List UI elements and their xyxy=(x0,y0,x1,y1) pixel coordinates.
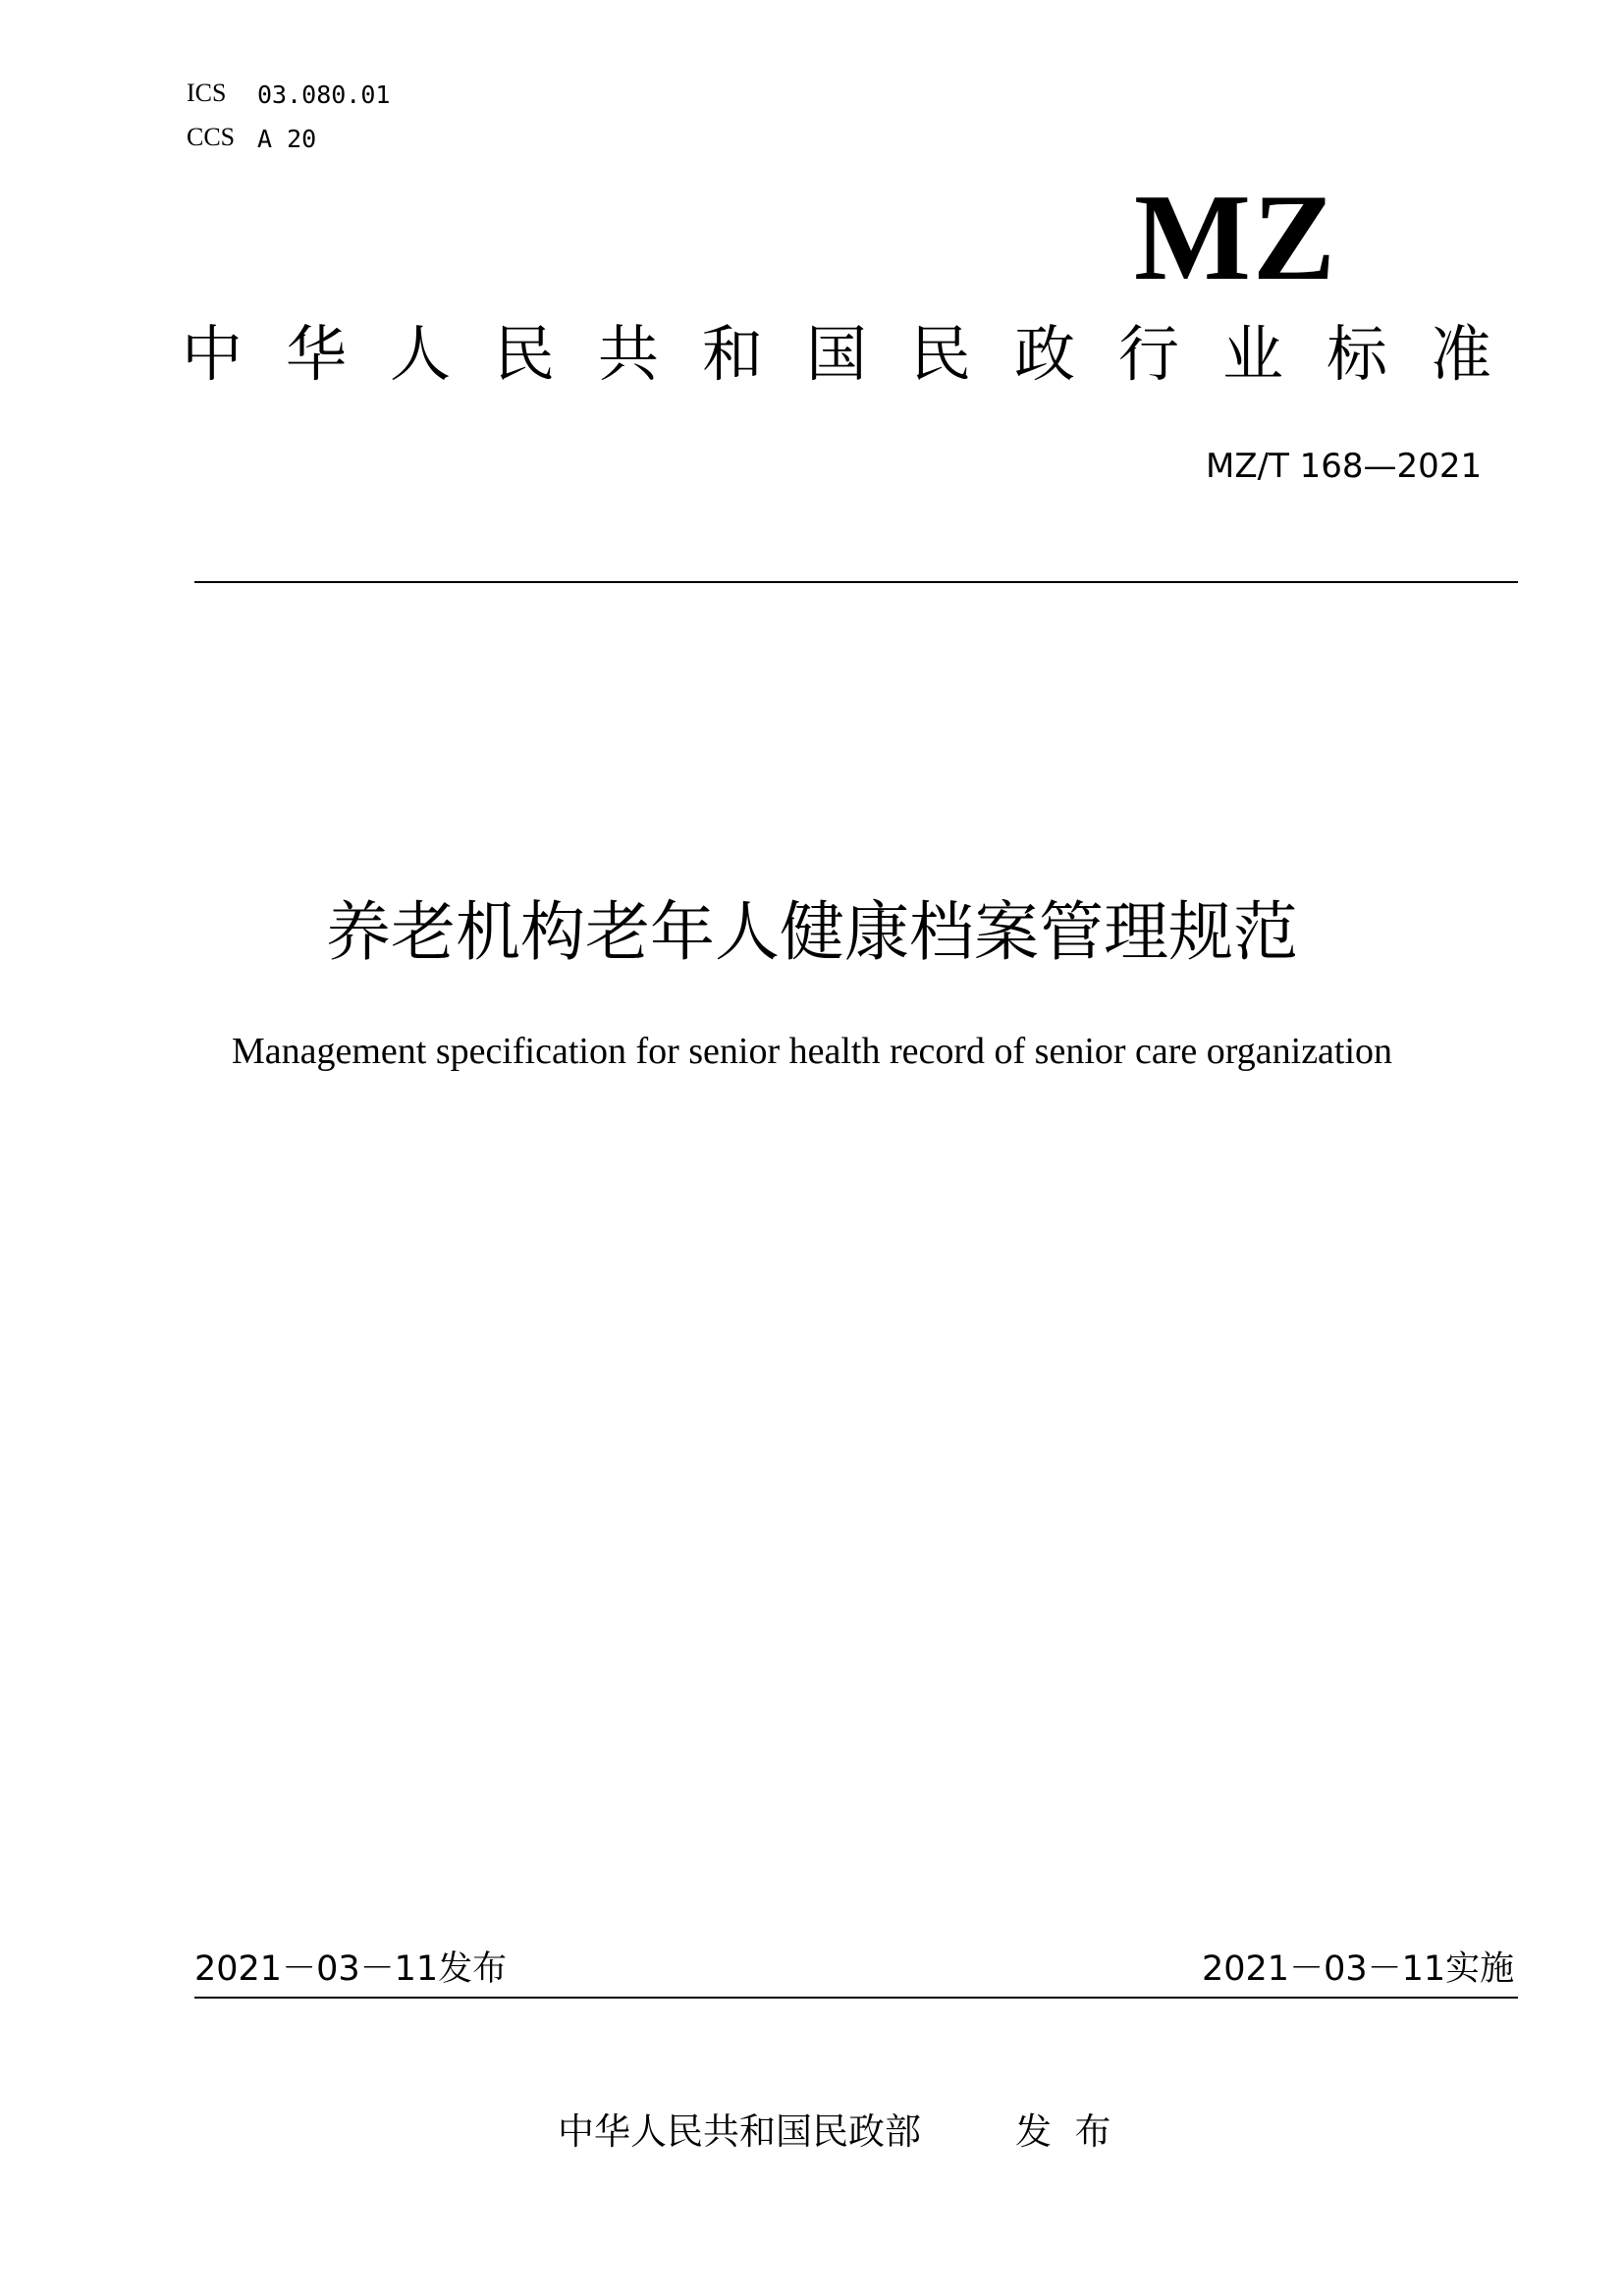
release-date-line xyxy=(194,1949,507,1990)
release-date: 2021－03－11 xyxy=(194,1949,439,1989)
top-divider xyxy=(194,581,1518,583)
document-title-en: Management specification for senior health record of senior care organization xyxy=(231,1031,1393,1072)
ccs-label: CCS xyxy=(187,123,236,151)
issuer-name: 中华人民共和国民政部 xyxy=(558,2110,921,2153)
document-title-cn: 养老机构老年人健康档案管理规范 xyxy=(326,894,1298,970)
industry-standard-title: 中华人民共和国民政行业标准 xyxy=(182,318,1536,390)
implement-date-line xyxy=(1202,1949,1514,1990)
implement-date: 2021－03－11 xyxy=(1202,1949,1446,1989)
ics-label: ICS xyxy=(187,79,227,107)
issuer-action: 发 布 xyxy=(1015,2110,1111,2153)
bottom-divider xyxy=(194,1997,1518,1999)
ics-code: 03.080.01 xyxy=(257,80,391,109)
ccs-code: A 20 xyxy=(257,125,317,153)
release-label: 发布 xyxy=(438,1949,508,1989)
standard-number: MZ/T 168—2021 xyxy=(1206,447,1483,486)
mz-logo: MZ xyxy=(1134,170,1337,306)
implement-label: 实施 xyxy=(1445,1949,1515,1989)
